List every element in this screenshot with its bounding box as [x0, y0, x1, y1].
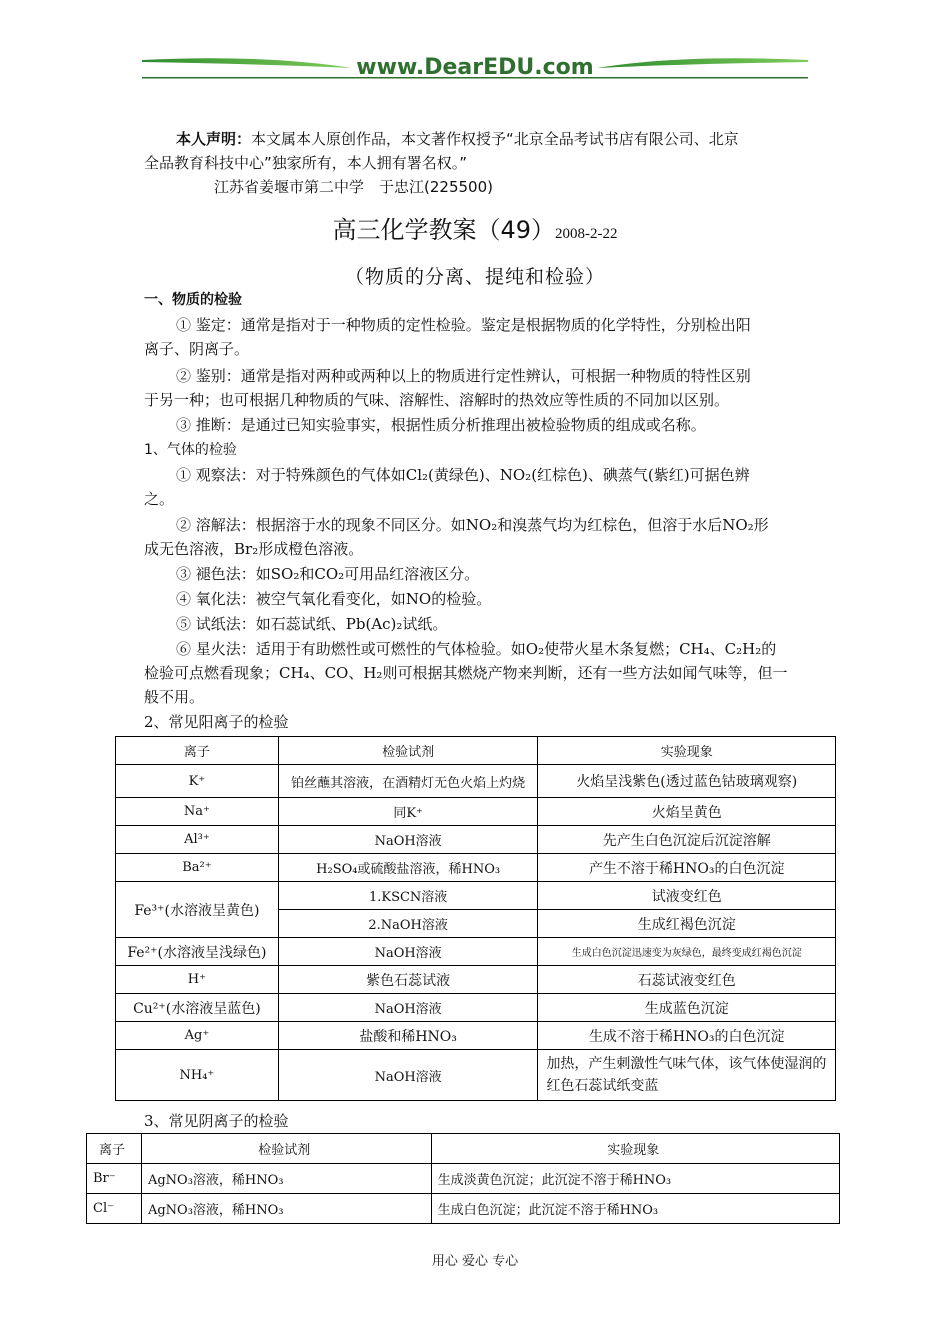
title-main: 高三化学教案（49）	[332, 216, 556, 244]
table-row	[116, 882, 836, 910]
cell-result: 生成不溶于稀HNO₃的白色沉淀	[538, 1022, 836, 1050]
header-reagent: 检验试剂	[141, 1134, 431, 1164]
cell-ion: H⁺	[116, 966, 279, 994]
cell-result: 加热，产生刺激性气味气体，该气体使湿润的红色石蕊试纸变蓝	[538, 1050, 836, 1101]
cell-reagent: NaOH溶液	[278, 994, 538, 1022]
cell-ion: Al³⁺	[116, 826, 279, 854]
para-distinguish-b: 于另一种；也可根据几种物质的气味、溶解性、溶解时的热效应等性质的不同加以区别。	[144, 391, 730, 409]
gas-spark-a: ⑥ 星火法：适用于有助燃性或可燃性的气体检验。如O₂使带火星木条复燃；CH₄、C₂H₂的	[176, 640, 777, 658]
cell-ion: Fe³⁺(水溶液呈黄色)	[116, 882, 279, 938]
page-footer: 用心 爱心 专心	[431, 1254, 519, 1269]
table-row	[116, 994, 836, 1022]
gas-bleach: ③ 褪色法：如SO₂和CO₂可用品红溶液区分。	[176, 565, 480, 583]
banner-text: www.DearEDU.com	[356, 55, 594, 80]
cell-result: 生成红褐色沉淀	[538, 910, 836, 938]
header-ion: 离子	[87, 1134, 142, 1164]
cell-reagent: 紫色石蕊试液	[278, 966, 538, 994]
cell-result: 生成蓝色沉淀	[538, 994, 836, 1022]
gas-testpaper: ⑤ 试纸法：如石蕊试纸、Pb(Ac)₂试纸。	[176, 615, 448, 633]
table-row	[116, 826, 836, 854]
gas-spark-c: 般不用。	[144, 688, 205, 706]
declaration-line2: 全品教育科技中心”独家所有，本人拥有署名权。”	[144, 154, 468, 172]
cation-table	[115, 736, 836, 1101]
gas-dissolve-b: 成无色溶液，Br₂形成橙色溶液。	[144, 540, 364, 558]
table-row	[116, 1022, 836, 1050]
cell-reagent: AgNO₃溶液，稀HNO₃	[141, 1194, 431, 1224]
page-title	[0, 210, 950, 245]
para-identify-a: ① 鉴定：通常是指对于一种物质的定性检验。鉴定是根据物质的化学特性，分别检出阳	[176, 316, 751, 334]
cell-ion: NH₄⁺	[116, 1050, 279, 1101]
cell-ion: Cl⁻	[87, 1194, 142, 1224]
table-row	[87, 1164, 840, 1194]
cell-result: 石蕊试液变红色	[538, 966, 836, 994]
title-date: 2008-2-22	[555, 226, 618, 242]
cell-ion: Na⁺	[116, 798, 279, 826]
gas-observe-b: 之。	[144, 490, 175, 508]
gas-spark-b: 检验可点燃看现象；CH₄、CO、H₂则可根据其燃烧产物来判断，还有一些方法如闻气味等，但一	[144, 664, 788, 682]
header-result: 实验现象	[538, 737, 836, 765]
section1-heading: 一、物质的检验	[144, 292, 242, 308]
cell-ion: Cu²⁺(水溶液呈蓝色)	[116, 994, 279, 1022]
para-identify-b: 离子、阴离子。	[144, 340, 250, 358]
cell-result: 先产生白色沉淀后沉淀溶解	[538, 826, 836, 854]
cell-reagent: NaOH溶液	[278, 826, 538, 854]
table-row	[116, 1050, 836, 1101]
para-infer: ③ 推断：是通过已知实验事实，根据性质分析推理出被检验物质的组成或名称。	[176, 416, 706, 434]
cell-reagent: 同K⁺	[278, 798, 538, 826]
para-distinguish-a: ② 鉴别：通常是指对两种或两种以上的物质进行定性辨认，可根据一种物质的特性区别	[176, 367, 751, 385]
declaration-text-1: 本文属本人原创作品，本文著作权授予“北京全品考试书店有限公司、北京	[251, 130, 739, 148]
author-line: 江苏省姜堰市第二中学 于忠江(225500)	[214, 178, 493, 196]
cell-ion: Ag⁺	[116, 1022, 279, 1050]
gas-observe-a: ① 观察法：对于特殊颜色的气体如Cl₂(黄绿色)、NO₂(红棕色)、碘蒸气(紫红)可据色辨	[176, 466, 750, 484]
cell-ion: Fe²⁺(水溶液呈浅绿色)	[116, 938, 279, 966]
table-row	[87, 1194, 840, 1224]
cell-result: 产生不溶于稀HNO₃的白色沉淀	[538, 854, 836, 882]
table-row	[116, 938, 836, 966]
site-banner-logo	[142, 50, 808, 86]
table-row	[116, 854, 836, 882]
cell-result: 生成白色沉淀迅速变为灰绿色，最终变成红褐色沉淀	[538, 938, 836, 966]
declaration-label: 本人声明：	[176, 130, 252, 148]
cell-ion: Ba²⁺	[116, 854, 279, 882]
cell-reagent: AgNO₃溶液，稀HNO₃	[141, 1164, 431, 1194]
cell-result: 火焰呈浅紫色(透过蓝色钴玻璃观察)	[538, 765, 836, 798]
gas-dissolve-a: ② 溶解法：根据溶于水的现象不同区分。如NO₂和溴蒸气均为红棕色，但溶于水后NO₂形	[176, 516, 769, 534]
header-result: 实验现象	[431, 1134, 839, 1164]
table-header-row	[87, 1134, 840, 1164]
gas-oxidize: ④ 氧化法：被空气氧化看变化，如NO的检验。	[176, 590, 492, 608]
cell-reagent: NaOH溶液	[278, 938, 538, 966]
cell-result: 试液变红色	[538, 882, 836, 910]
table-header-row	[116, 737, 836, 765]
table-row	[116, 966, 836, 994]
table-row	[116, 765, 836, 798]
cell-result: 火焰呈黄色	[538, 798, 836, 826]
cation-heading: 2、常见阳离子的检验	[144, 713, 289, 731]
banner-swoosh	[142, 50, 808, 86]
declaration-line1	[176, 127, 739, 151]
cell-ion: Br⁻	[87, 1164, 142, 1194]
header-ion: 离子	[116, 737, 279, 765]
cell-reagent: NaOH溶液	[278, 1050, 538, 1101]
cell-result: 生成白色沉淀；此沉淀不溶于稀HNO₃	[431, 1194, 839, 1224]
cell-reagent: 盐酸和稀HNO₃	[278, 1022, 538, 1050]
anion-heading: 3、常见阴离子的检验	[144, 1112, 289, 1130]
cell-reagent: 铂丝蘸其溶液，在酒精灯无色火焰上灼烧	[278, 765, 538, 798]
cell-result: 生成淡黄色沉淀；此沉淀不溶于稀HNO₃	[431, 1164, 839, 1194]
table-row	[116, 798, 836, 826]
gas-heading: 1、气体的检验	[144, 442, 237, 458]
anion-table	[86, 1133, 840, 1224]
cell-ion: K⁺	[116, 765, 279, 798]
header-reagent: 检验试剂	[278, 737, 538, 765]
cell-reagent: 2.NaOH溶液	[278, 910, 538, 938]
page-subtitle: （物质的分离、提纯和检验）	[344, 266, 605, 288]
cell-reagent: 1.KSCN溶液	[278, 882, 538, 910]
cell-reagent: H₂SO₄或硫酸盐溶液，稀HNO₃	[278, 854, 538, 882]
